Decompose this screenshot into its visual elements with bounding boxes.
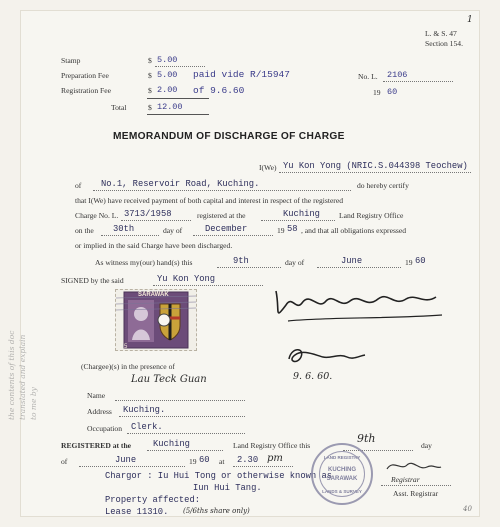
reg-office-line: [147, 450, 223, 451]
reg-land-registry: Land Registry Office this: [233, 441, 311, 450]
registrar-signature: [383, 457, 443, 477]
total-underline: [147, 114, 209, 115]
witness-month-line: [317, 267, 401, 268]
form-code: L. & S. 47: [425, 29, 457, 38]
name-label: Name: [87, 391, 106, 400]
of-date: of 9.6.60: [193, 85, 245, 96]
side-note-line-1: the contents of this doc: [7, 330, 16, 420]
charge-day: 30th: [113, 224, 135, 234]
witness-text: As witness my(our) hand(s) this: [95, 258, 193, 267]
reg-year-prefix: 19: [189, 457, 197, 466]
registry-seal: [311, 443, 373, 505]
reg-day: 9th: [357, 432, 376, 445]
reg-of-label: of: [61, 457, 68, 466]
of-label: of: [75, 181, 82, 190]
address-label: Address: [87, 407, 112, 416]
address-line: [93, 190, 351, 191]
name-line: [279, 172, 471, 173]
registered-at-text: registered at the: [197, 211, 246, 220]
chargee-address: No.1, Reservoir Road, Kuching.: [101, 179, 260, 189]
on-the-label: on the: [75, 226, 94, 235]
payment-text: that I(We) have received payment of both capital and interest in respect of the registered: [75, 196, 344, 205]
document-title: MEMORANDUM OF DISCHARGE OF CHARGE: [113, 131, 345, 142]
signed-label: SIGNED by the said: [61, 276, 124, 285]
seal-top-text: LAND REGISTRY: [323, 455, 361, 460]
discharged-text: or implied in the said Charge have been discharged.: [75, 241, 233, 250]
chargee-presence: (Chargee)(s) in the presence of: [81, 362, 175, 371]
no-l-line: [383, 81, 453, 82]
total-amount: 12.00: [157, 102, 183, 112]
lease-number: Lease 11310.: [105, 507, 169, 517]
reg-year: 60: [199, 455, 210, 465]
seal-bottom-text: LANDS & SURVEY: [322, 489, 362, 494]
witness-year: 60: [415, 256, 426, 266]
side-note-line-2: translated and explain: [18, 334, 27, 420]
prep-fee-label: Preparation Fee: [61, 71, 109, 80]
reg-fee-label: Registration Fee: [61, 86, 111, 95]
day-of-label: day of: [163, 226, 183, 235]
chargee-signature: [266, 281, 456, 329]
registrar-label: Registrar: [391, 475, 420, 484]
stamp-label: Stamp: [61, 56, 81, 65]
signer-name: Yu Kon Yong: [157, 274, 216, 284]
occupation-label: Occupation: [87, 424, 123, 433]
prep-dollar: $: [148, 71, 152, 80]
name-field-line: [115, 400, 245, 401]
chargor-line-2: Iun Hui Tang.: [193, 483, 262, 493]
reg-month: June: [115, 455, 137, 465]
registrar-line: [381, 485, 451, 486]
seal-mid2-text: SARAWAK: [326, 476, 358, 482]
section-label: Section 154.: [425, 39, 463, 48]
iwe-label: I(We): [259, 163, 277, 172]
witness-address: Kuching.: [123, 405, 166, 415]
witness-signature: Lau Teck Guan: [131, 374, 207, 385]
corner-mark: 40: [463, 505, 472, 513]
total-rule: [147, 98, 209, 99]
chargee-name: Yu Kon Yong (NRIC.S.044398 Teochew): [283, 161, 468, 171]
year-prefix: 19: [373, 88, 381, 97]
reg-month-line: [79, 466, 185, 467]
document-page: [20, 10, 480, 517]
charge-year: 58: [287, 224, 298, 234]
seal-mid-text: KUCHING: [328, 467, 356, 473]
charge-month: December: [205, 224, 248, 234]
reg-at-label: at: [219, 457, 225, 466]
charge-line: [121, 220, 191, 221]
stamp-dollar: $: [148, 56, 152, 65]
total-dollar: $: [148, 103, 152, 112]
office-line: [261, 220, 335, 221]
paid-vide: paid vide R/15947: [193, 69, 290, 80]
witness-day: 9th: [233, 256, 249, 266]
witness-occupation: Clerk.: [131, 422, 163, 432]
registered-label: REGISTERED at the: [61, 441, 132, 450]
witness-day-of: day of: [285, 258, 305, 267]
reg-time: 2.30: [237, 455, 259, 465]
witness-day-line: [217, 267, 281, 268]
certify-text: do hereby certify: [357, 181, 409, 190]
occupation-line: [127, 433, 245, 434]
witness-signature-mark: [281, 341, 371, 371]
svg-text:5: 5: [124, 344, 128, 350]
stamp-country: SARAWAK: [138, 292, 169, 298]
asst-registrar-label: Asst. Registrar: [393, 489, 439, 498]
year-value: 60: [387, 87, 398, 97]
stamp-line: [155, 66, 205, 67]
page-mark: 1: [467, 15, 473, 25]
charge-no: 3713/1958: [124, 209, 172, 219]
property-label: Property affected:: [105, 495, 201, 505]
reg-pm: pm: [267, 453, 283, 464]
lease-note: (5/6ths share only): [183, 507, 250, 515]
chargor-line: Chargor : Iu Hui Tong or otherwise known as: [105, 471, 332, 481]
reg-amount: 2.00: [157, 85, 178, 95]
obligations-text: , and that all obligations expressed: [301, 226, 407, 235]
reg-office: Kuching: [153, 439, 190, 449]
reg-dollar: $: [148, 86, 152, 95]
side-translation-note: [6, 331, 39, 420]
signer-line: [153, 285, 263, 286]
registry-office: Kuching: [283, 209, 320, 219]
charge-year-prefix: 19: [277, 226, 285, 235]
no-l-value: 2106: [387, 70, 408, 80]
day-line: [101, 235, 159, 236]
prep-amount: 5.00: [157, 70, 178, 80]
land-registry-text: Land Registry Office: [339, 211, 404, 220]
month-line: [193, 235, 273, 236]
charge-no-label: Charge No. L.: [75, 211, 119, 220]
stamp-amount: 5.00: [157, 55, 178, 65]
no-l-label: No. L.: [358, 72, 378, 81]
witness-year-prefix: 19: [405, 258, 413, 267]
total-label: Total: [111, 103, 127, 112]
witness-month: June: [341, 256, 363, 266]
side-note-line-3: to me by: [29, 387, 38, 420]
reg-time-line: [233, 466, 293, 467]
revenue-stamp: [115, 289, 197, 351]
reg-day-label: day: [421, 441, 432, 450]
signed-date: 9. 6. 60.: [293, 371, 333, 382]
witness-address-line: [119, 416, 245, 417]
